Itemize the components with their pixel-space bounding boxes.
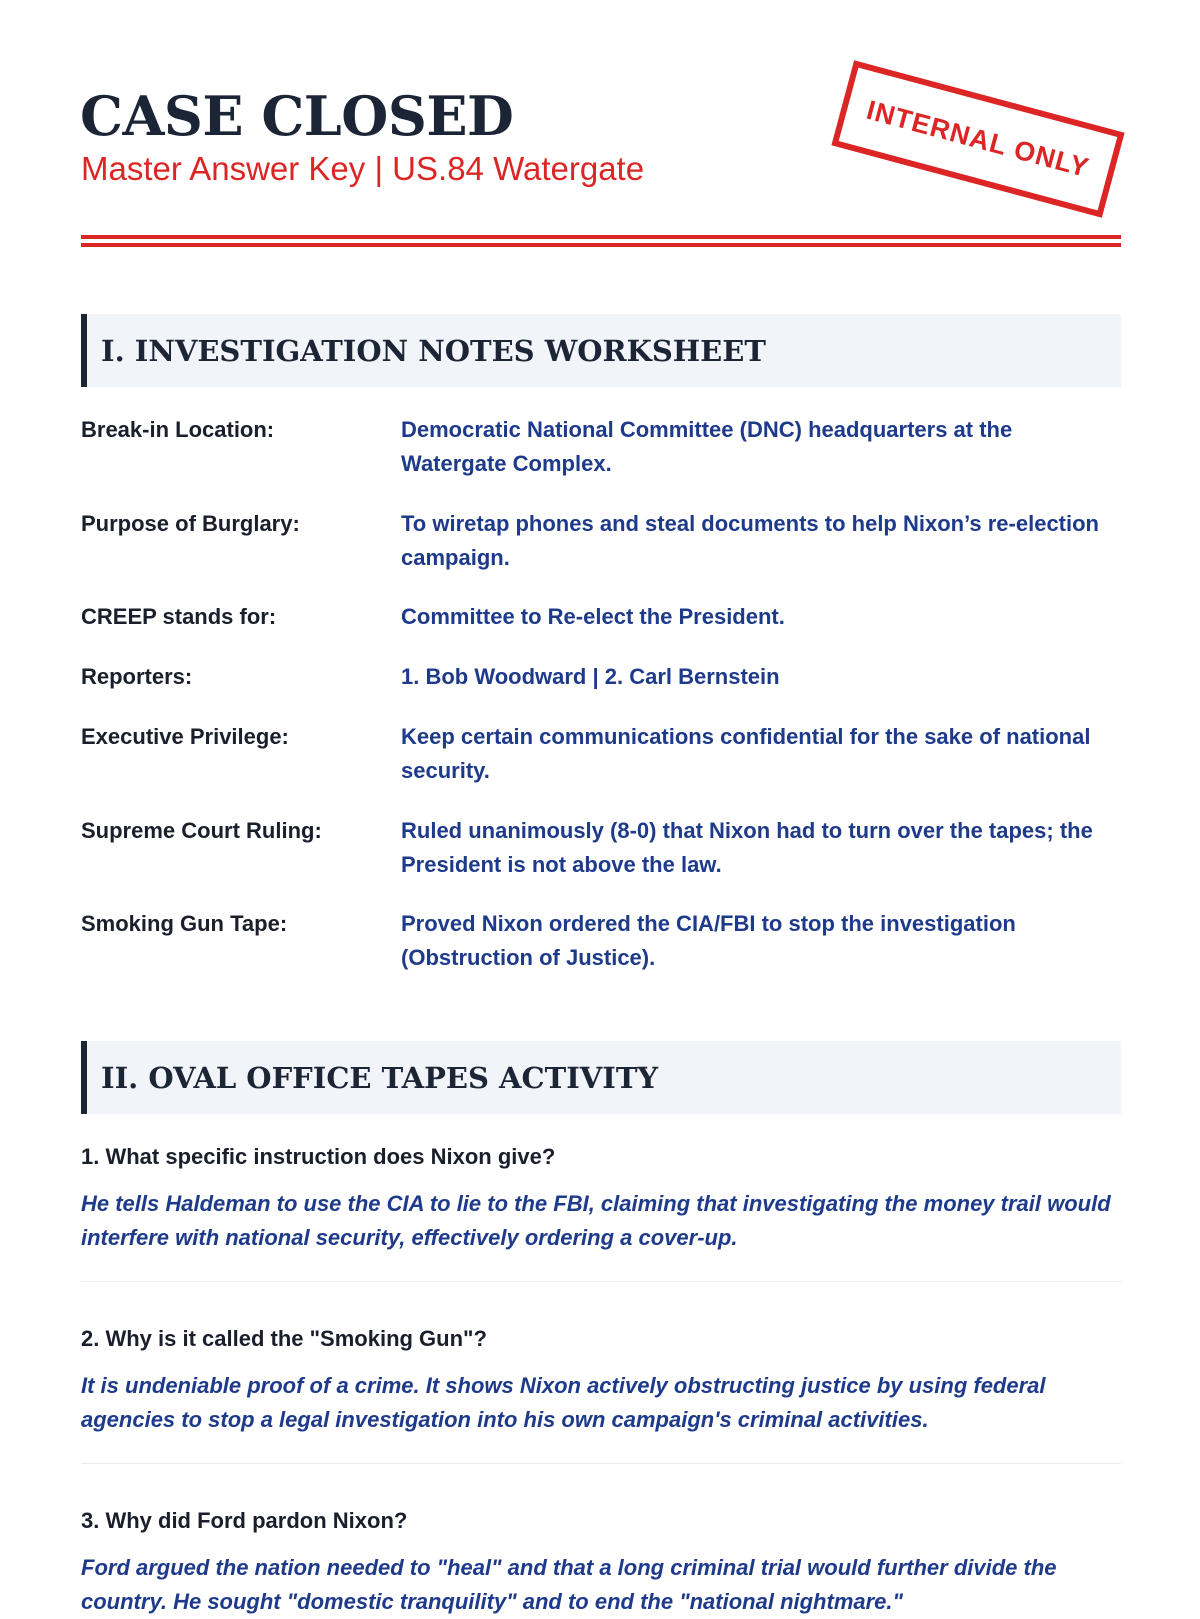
question: 3. Why did Ford pardon Nixon? [81, 1508, 408, 1533]
section-heading-investigation-notes: I. INVESTIGATION NOTES WORKSHEET [81, 314, 1121, 387]
row-label: Smoking Gun Tape: [81, 911, 288, 936]
question: 2. Why is it called the "Smoking Gun"? [81, 1326, 487, 1351]
row-label: Purpose of Burglary: [81, 511, 300, 536]
section-heading-oval-office-tapes: II. OVAL OFFICE TAPES ACTIVITY [81, 1041, 1121, 1114]
question: 1. What specific instruction does Nixon give? [81, 1144, 556, 1169]
page-title: CASE CLOSED [80, 84, 514, 148]
answer: He tells Haldeman to use the CIA to lie to the FBI, claiming that investigating the money trail would interfere with national security, effectively ordering a cover-up. [81, 1191, 1111, 1250]
answer: Ford argued the nation needed to "heal" and that a long criminal trial would further divide the country. He sought "domestic tranquility" and to end the "national nightmare." [81, 1555, 1057, 1614]
row-answer: Ruled unanimously (8-0) that Nixon had to turn over the tapes; the President is not above the law. [401, 818, 1093, 877]
header-rule-top [81, 235, 1121, 239]
row-answer: Proved Nixon ordered the CIA/FBI to stop the investigation (Obstruction of Justice). [401, 911, 1016, 970]
divider [81, 1281, 1121, 1282]
row-answer: To wiretap phones and steal documents to help Nixon’s re-election campaign. [401, 511, 1099, 570]
row-label: Break-in Location: [81, 417, 275, 442]
page-subtitle: Master Answer Key | US.84 Watergate [81, 150, 645, 187]
row-label: Reporters: [81, 664, 193, 689]
row-label: Supreme Court Ruling: [81, 818, 322, 843]
row-label: Executive Privilege: [81, 724, 289, 749]
row-answer: 1. Bob Woodward | 2. Carl Bernstein [401, 664, 780, 689]
row-answer: Keep certain communications confidential for the sake of national security. [401, 724, 1091, 783]
row-answer: Committee to Re-elect the President. [401, 604, 785, 629]
divider [81, 1463, 1121, 1464]
answer: It is undeniable proof of a crime. It shows Nixon actively obstructing justice by using federal agencies to stop a legal investigation into his own campaign's criminal activities. [81, 1373, 1046, 1432]
internal-only-stamp: INTERNAL ONLY [831, 60, 1124, 217]
row-answer: Democratic National Committee (DNC) headquarters at the Watergate Complex. [401, 417, 1013, 476]
row-label: CREEP stands for: [81, 604, 277, 629]
header-rule-bottom [81, 243, 1121, 247]
